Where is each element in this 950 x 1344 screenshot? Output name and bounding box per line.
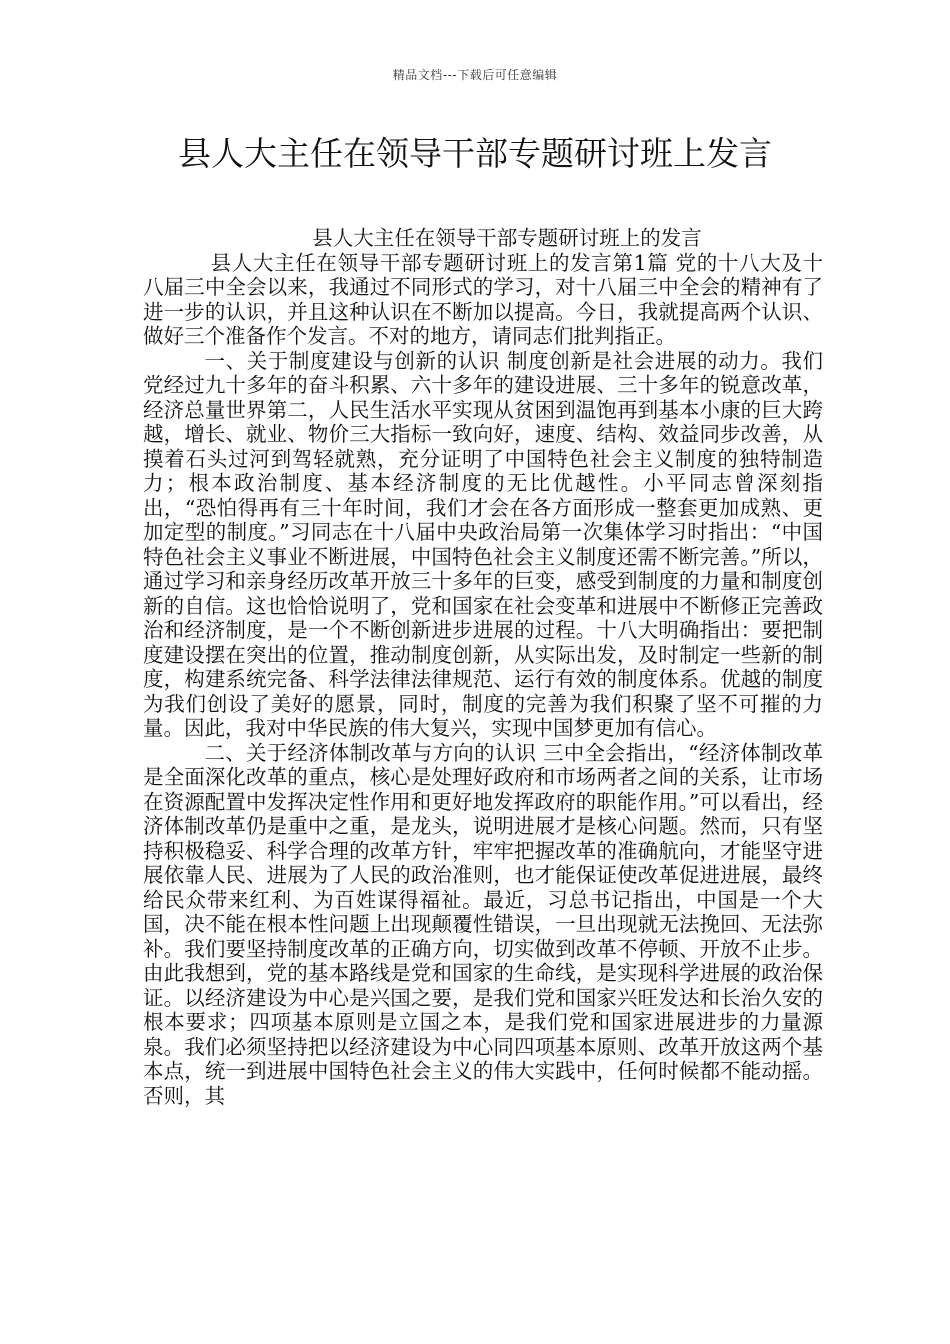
paragraph-intro: 县人大主任在领导干部专题研讨班上的发言第1篇 党的十八大及十八届三中全会以来，我通过不同形式的学习，对十八届三中全会的精神有了进一步的认识，并且这种认识在不断加以提高。今日，我就提高两个认识、做好三个准备作个发言。不对的地方，请同志们批判指正。: [143, 250, 823, 348]
paragraph-section-one: 一、关于制度建设与创新的认识 制度创新是社会进展的动力。我们党经过九十多年的奋斗积累、六十多年的建设进展、三十多年的锐意改革，经济总量世界第二，人民生活水平实现从贫困到温饱再到基本小康的巨大跨越，增长、就业、物价三大指标一致向好，速度、结构、效益同步改善，从摸着石头过河到驾轻就熟，充分证明了中国特色社会主义制度的独特制造力；根本政治制度、基本经济制度的无比优越性。小平同志曾深刻指出，“恐怕得再有三十年时间，我们才会在各方面形成一整套更加成熟、更加定型的制度。”习同志在十八届中央政治局第一次集体学习时指出：“中国特色社会主义事业不断进展，中国特色社会主义制度还需不断完善。”所以，通过学习和亲身经历改革开放三十多年的巨变，感受到制度的力量和制度创新的自信。这也恰恰说明了，党和国家在社会变革和进展中不断修正完善政治和经济制度，是一个不断创新进步进展的过程。十八大明确指出：要把制度建设摆在突出的位置，推动制度创新，从实际出发，及时制定一些新的制度，构建系统完备、科学法律法律规范、运行有效的制度体系。优越的制度为我们创设了美好的愿景，同时，制度的完善为我们积聚了坚不可摧的力量。因此，我对中华民族的伟大复兴，实现中国梦更加有信心。: [143, 348, 823, 740]
document-body: [143, 226, 823, 1108]
header-note: 精品文档---下载后可任意编辑: [392, 68, 558, 82]
paragraph-section-two: 二、关于经济体制改革与方向的认识 三中全会指出，“经济体制改革是全面深化改革的重点，核心是处理好政府和市场两者之间的关系，让市场在资源配置中发挥决定性作用和更好地发挥政府的职能作用。”可以看出，经济体制改革仍是重中之重，是龙头，说明进展才是核心问题。然而，只有坚持积极稳妥、科学合理的改革方针，牢牢把握改革的准确航向，才能坚守进展依靠人民、进展为了人民的政治准则，也才能保证使改革促进进展，最终给民众带来红利、为百姓谋得福祉。最近，习总书记指出，中国是一个大国，决不能在根本性问题上出现颠覆性错误，一旦出现就无法挽回、无法弥补。我们要坚持制度改革的正确方向，切实做到改革不停顿、开放不止步。由此我想到，党的基本路线是党和国家的生命线，是实现科学进展的政治保证。以经济建设为中心是兴国之要，是我们党和国家兴旺发达和长治久安的根本要求；四项基本原则是立国之本，是我们党和国家进展进步的力量源泉。我们必须坚持把以经济建设为中心同四项基本原则、改革开放这两个基本点，统一到进展中国特色社会主义的伟大实践中，任何时候都不能动摇。否则，其: [143, 740, 823, 1108]
document-subtitle: 县人大主任在领导干部专题研讨班上的发言: [312, 226, 702, 250]
document-title: 县人大主任在领导干部专题研讨班上发言: [178, 134, 772, 173]
